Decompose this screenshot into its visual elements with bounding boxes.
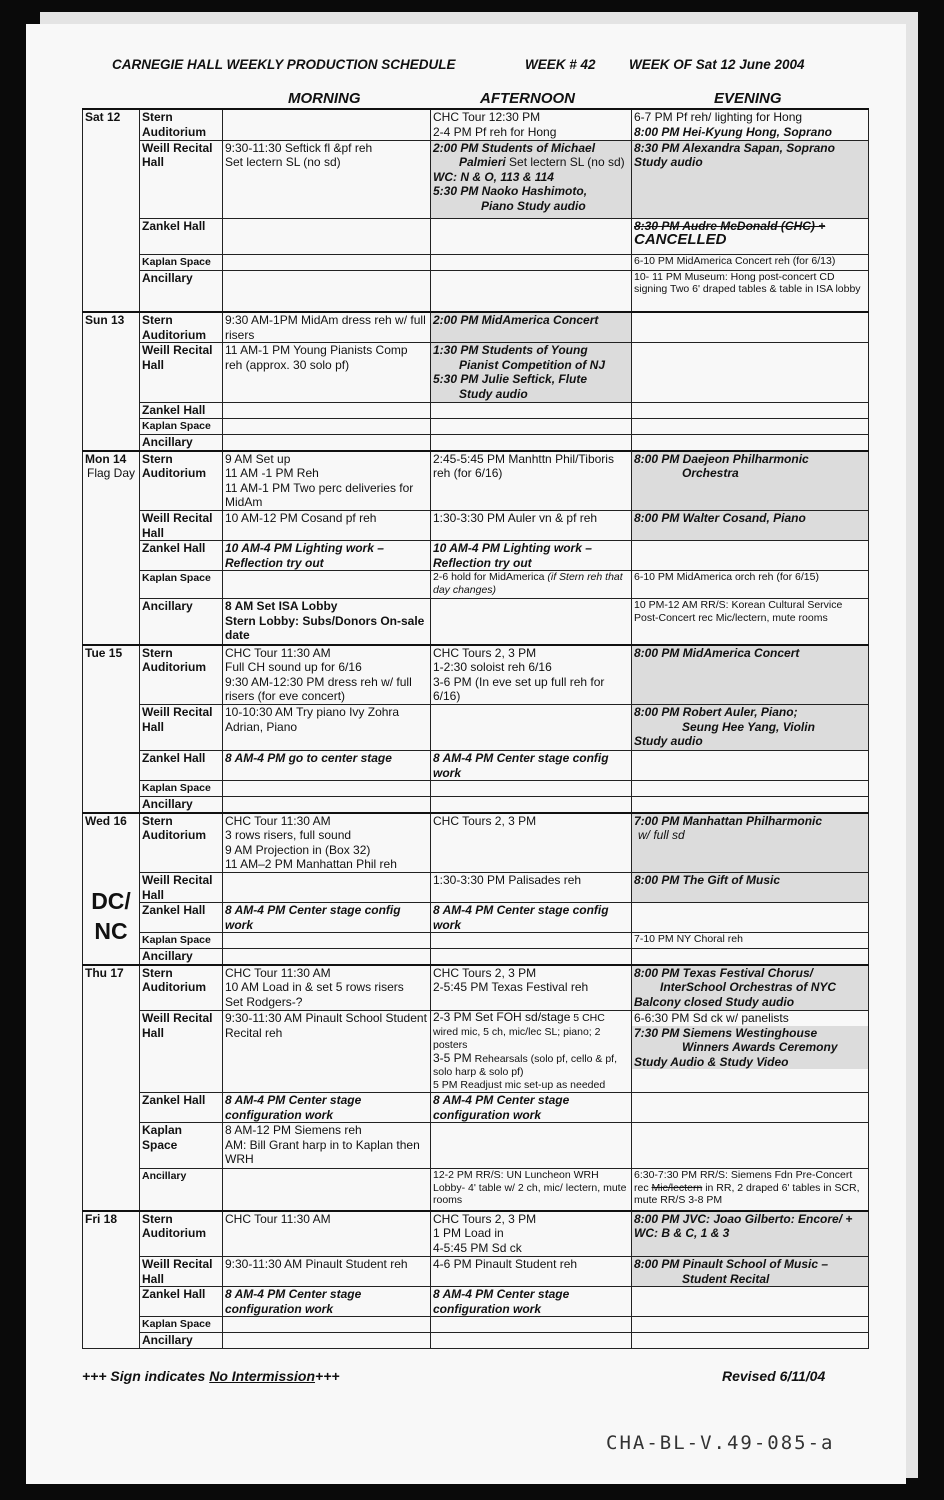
schedule-cell: 6-6:30 PM Sd ck w/ panelists 7:30 PM Siemens Westinghouse Winners Awards Ceremony Study Audio & Study Video	[632, 1011, 869, 1093]
schedule-cell	[632, 949, 869, 965]
column-header-afternoon: AFTERNOON	[480, 90, 575, 107]
schedule-cell: 8 AM-4 PM Center stage configuration work	[223, 1287, 431, 1317]
venue-label: Zankel Hall	[140, 903, 223, 933]
table-row	[83, 1211, 869, 1257]
day-label: Sun 13	[83, 312, 140, 451]
table-row	[83, 571, 869, 599]
table-row	[83, 1123, 869, 1169]
day-label: Fri 18	[83, 1211, 140, 1349]
footer-note: +++ Sign indicates No Intermission+++	[82, 1368, 340, 1384]
schedule-cell: 4-6 PM Pinault Student reh	[431, 1257, 632, 1287]
schedule-cell: 8:00 PM Walter Cosand, Piano	[632, 511, 869, 541]
schedule-cell: 6-10 PM MidAmerica orch reh (for 6/15)	[632, 571, 869, 599]
table-row	[83, 873, 869, 903]
schedule-cell	[431, 949, 632, 965]
schedule-cell	[431, 781, 632, 797]
schedule-cell: 8:30 PM Audre McDonald (CHC) + CANCELLED	[632, 218, 869, 254]
schedule-cell	[632, 797, 869, 813]
schedule-cell: 8 AM-4 PM go to center stage	[223, 751, 431, 781]
schedule-cell: CHC Tour 11:30 AM Full CH sound up for 6/16 9:30 AM-12:30 PM dress reh w/ full risers (for eve concert)	[223, 645, 431, 705]
schedule-cell: 2:45-5:45 PM Manhttn Phil/Tiboris reh (for 6/16)	[431, 451, 632, 511]
schedule-cell	[632, 419, 869, 435]
schedule-cell	[431, 403, 632, 419]
venue-label: Ancillary	[140, 270, 223, 312]
table-row	[83, 1169, 869, 1211]
venue-label: Stern Auditorium	[140, 645, 223, 705]
venue-label: Stern Auditorium	[140, 451, 223, 511]
schedule-cell: 9:30 AM-1PM MidAm dress reh w/ full risers	[223, 312, 431, 343]
venue-label: Kaplan Space	[140, 1317, 223, 1333]
schedule-cell: 10 AM-4 PM Lighting work – Reflection try out	[223, 541, 431, 571]
venue-label: Zankel Hall	[140, 403, 223, 419]
schedule-cell	[632, 903, 869, 933]
venue-label: Ancillary	[140, 1333, 223, 1349]
venue-label: Kaplan Space	[140, 933, 223, 949]
schedule-cell: CHC Tour 11:30 AM 3 rows risers, full sound 9 AM Projection in (Box 32) 11 AM–2 PM Manhattan Phil reh	[223, 813, 431, 873]
table-row	[83, 1317, 869, 1333]
schedule-cell: 8 AM-12 PM Siemens reh AM: Bill Grant harp in to Kaplan then WRH	[223, 1123, 431, 1169]
table-row	[83, 541, 869, 571]
venue-label: Weill Recital Hall	[140, 140, 223, 218]
schedule-cell	[431, 1123, 632, 1169]
schedule-cell: 8 AM-4 PM Center stage configuration work	[431, 1287, 632, 1317]
schedule-cell: 8:00 PM JVC: Joao Gilberto: Encore/ + WC: B & C, 1 & 3	[632, 1211, 869, 1257]
dc-nc-mark: DC/ NC	[91, 888, 131, 944]
schedule-cell: CHC Tour 12:30 PM 2-4 PM Pf reh for Hong	[431, 109, 632, 140]
week-number: WEEK # 42	[525, 57, 596, 72]
schedule-cell	[223, 873, 431, 903]
venue-label: Stern Auditorium	[140, 1211, 223, 1257]
venue-label: Stern Auditorium	[140, 813, 223, 873]
venue-label: Ancillary	[140, 949, 223, 965]
table-row	[83, 1011, 869, 1093]
day-label: Wed 16	[83, 813, 140, 965]
schedule-cell	[431, 1317, 632, 1333]
schedule-cell: 9 AM Set up 11 AM -1 PM Reh 11 AM-1 PM Two perc deliveries for MidAm	[223, 451, 431, 511]
schedule-cell: CHC Tour 11:30 AM	[223, 1211, 431, 1257]
venue-label: Weill Recital Hall	[140, 511, 223, 541]
day-label: Tue 15	[83, 645, 140, 813]
schedule-cell	[223, 109, 431, 140]
schedule-cell	[632, 1093, 869, 1123]
schedule-cell: 1:30 PM Students of Young Pianist Competition of NJ 5:30 PM Julie Seftick, Flute Study audio	[431, 343, 632, 403]
venue-label: Kaplan Space	[140, 1123, 223, 1169]
schedule-cell: 9:30-11:30 AM Pinault School Student Recital reh	[223, 1011, 431, 1093]
schedule-cell	[431, 218, 632, 254]
schedule-cell: 1:30-3:30 PM Palisades reh	[431, 873, 632, 903]
venue-label: Ancillary	[140, 1169, 223, 1211]
schedule-cell: 8:00 PM Robert Auler, Piano; Seung Hee Yang, Violin Study audio	[632, 705, 869, 751]
schedule-cell: 2-3 PM Set FOH sd/stage 5 CHC wired mic, 5 ch, mic/lec SL; piano; 2 posters 3-5 PM Rehearsals (solo pf, cello & pf, solo harp & solo pf) 5 PM Readjust mic set-up as needed	[431, 1011, 632, 1093]
table-row	[83, 599, 869, 645]
schedule-cell	[632, 781, 869, 797]
table-row	[83, 751, 869, 781]
table-row	[83, 949, 869, 965]
schedule-cell: 8:00 PM Texas Festival Chorus/ InterSchool Orchestras of NYC Balcony closed Study audio	[632, 965, 869, 1011]
column-header-morning: MORNING	[288, 90, 361, 107]
venue-label: Zankel Hall	[140, 218, 223, 254]
table-row	[83, 140, 869, 218]
venue-label: Kaplan Space	[140, 254, 223, 270]
schedule-title: CARNEGIE HALL WEEKLY PRODUCTION SCHEDULE	[112, 57, 456, 72]
table-row	[83, 419, 869, 435]
schedule-cell: 10-10:30 AM Try piano Ivy Zohra Adrian, Piano	[223, 705, 431, 751]
schedule-cell: 1:30-3:30 PM Auler vn & pf reh	[431, 511, 632, 541]
week-of: WEEK OF Sat 12 June 2004	[629, 57, 805, 72]
schedule-cell: 8 AM-4 PM Center stage config work	[223, 903, 431, 933]
schedule-cell: 2:00 PM Students of Michael Palmieri Set lectern SL (no sd) WC: N & O, 113 & 114 5:30 PM Naoko Hashimoto, Piano Study audio	[431, 140, 632, 218]
schedule-cell: 10 AM-12 PM Cosand pf reh	[223, 511, 431, 541]
schedule-cell	[223, 254, 431, 270]
schedule-cell: 11 AM-1 PM Young Pianists Comp reh (approx. 30 solo pf)	[223, 343, 431, 403]
table-row	[83, 1257, 869, 1287]
schedule-cell: 6-10 PM MidAmerica Concert reh (for 6/13)	[632, 254, 869, 270]
schedule-cell	[223, 933, 431, 949]
schedule-cell: 10 PM-12 AM RR/S: Korean Cultural Service Post-Concert rec Mic/lectern, mute rooms	[632, 599, 869, 645]
schedule-cell: 8:30 PM Alexandra Sapan, Soprano Study audio	[632, 140, 869, 218]
schedule-cell	[632, 1287, 869, 1317]
venue-label: Stern Auditorium	[140, 965, 223, 1011]
schedule-cell: 6-7 PM Pf reh/ lighting for Hong 8:00 PM Hei-Kyung Hong, Soprano	[632, 109, 869, 140]
revised-date: Revised 6/11/04	[722, 1368, 826, 1384]
schedule-cell	[632, 403, 869, 419]
table-row	[83, 1287, 869, 1317]
schedule-cell	[431, 419, 632, 435]
table-row	[83, 1093, 869, 1123]
schedule-cell: 9:30-11:30 AM Pinault Student reh	[223, 1257, 431, 1287]
schedule-cell	[223, 1169, 431, 1211]
column-header-evening: EVENING	[714, 90, 782, 107]
schedule-cell	[431, 933, 632, 949]
schedule-cell: CHC Tours 2, 3 PM 2-5:45 PM Texas Festival reh	[431, 965, 632, 1011]
handwritten-id: CHA-BL-V.49-085-a	[606, 1432, 835, 1454]
schedule-cell	[431, 1333, 632, 1349]
table-row	[83, 435, 869, 451]
schedule-cell	[431, 435, 632, 451]
venue-label: Zankel Hall	[140, 1287, 223, 1317]
schedule-cell: 2:00 PM MidAmerica Concert	[431, 312, 632, 343]
table-row	[83, 965, 869, 1011]
venue-label: Kaplan Space	[140, 571, 223, 599]
schedule-cell: 8 AM-4 PM Center stage config work	[431, 903, 632, 933]
day-label: Thu 17	[83, 965, 140, 1211]
venue-label: Weill Recital Hall	[140, 343, 223, 403]
venue-label: Stern Auditorium	[140, 312, 223, 343]
schedule-cell	[223, 218, 431, 254]
venue-label: Ancillary	[140, 435, 223, 451]
table-row	[83, 343, 869, 403]
schedule-cell	[223, 571, 431, 599]
schedule-cell	[632, 751, 869, 781]
schedule-cell: 10 AM-4 PM Lighting work – Reflection try out	[431, 541, 632, 571]
schedule-cell: 8:00 PM Daejeon Philharmonic Orchestra	[632, 451, 869, 511]
venue-label: Weill Recital Hall	[140, 873, 223, 903]
schedule-cell	[632, 343, 869, 403]
schedule-cell: 2-6 hold for MidAmerica (if Stern reh that day changes)	[431, 571, 632, 599]
table-row	[83, 218, 869, 254]
schedule-cell	[431, 254, 632, 270]
schedule-cell: 8:00 PM MidAmerica Concert	[632, 645, 869, 705]
day-label: Mon 14 Flag Day	[83, 451, 140, 645]
schedule-cell: 8 AM-4 PM Center stage configuration work	[431, 1093, 632, 1123]
table-row	[83, 797, 869, 813]
venue-label: Stern Auditorium	[140, 109, 223, 140]
schedule-cell	[223, 1317, 431, 1333]
schedule-cell: 8 AM-4 PM Center stage config work	[431, 751, 632, 781]
day-label: Sat 12	[83, 109, 140, 312]
schedule-cell: 12-2 PM RR/S: UN Luncheon WRH Lobby- 4' table w/ 2 ch, mic/ lectern, mute rooms	[431, 1169, 632, 1211]
venue-label: Weill Recital Hall	[140, 1257, 223, 1287]
venue-label: Ancillary	[140, 797, 223, 813]
table-row	[83, 451, 869, 511]
schedule-cell	[223, 403, 431, 419]
schedule-cell	[632, 1123, 869, 1169]
schedule-cell: 8 AM-4 PM Center stage configuration work	[223, 1093, 431, 1123]
venue-label: Zankel Hall	[140, 1093, 223, 1123]
schedule-cell	[223, 419, 431, 435]
venue-label: Zankel Hall	[140, 751, 223, 781]
schedule-cell	[632, 1333, 869, 1349]
schedule-cell: 10- 11 PM Museum: Hong post-concert CD signing Two 6' draped tables & table in ISA lobby	[632, 270, 869, 312]
schedule-cell	[431, 705, 632, 751]
schedule-cell: CHC Tours 2, 3 PM 1 PM Load in 4-5:45 PM Sd ck	[431, 1211, 632, 1257]
table-row	[83, 813, 869, 873]
table-row	[83, 1333, 869, 1349]
table-row	[83, 933, 869, 949]
schedule-cell: 7-10 PM NY Choral reh	[632, 933, 869, 949]
table-row	[83, 645, 869, 705]
venue-label: Kaplan Space	[140, 419, 223, 435]
schedule-cell	[223, 781, 431, 797]
schedule-cell	[223, 1333, 431, 1349]
venue-label: Weill Recital Hall	[140, 705, 223, 751]
schedule-cell	[223, 949, 431, 965]
schedule-cell: CHC Tours 2, 3 PM 1-2:30 soloist reh 6/16 3-6 PM (In eve set up full reh for 6/16)	[431, 645, 632, 705]
schedule-cell	[223, 435, 431, 451]
table-row	[83, 403, 869, 419]
schedule-cell: 7:00 PM Manhattan Philharmonic w/ full sd	[632, 813, 869, 873]
schedule-cell: CHC Tour 11:30 AM 10 AM Load in & set 5 rows risers Set Rodgers-?	[223, 965, 431, 1011]
schedule-cell: CHC Tours 2, 3 PM	[431, 813, 632, 873]
schedule-cell	[632, 312, 869, 343]
venue-label: Zankel Hall	[140, 541, 223, 571]
schedule-cell: 8 AM Set ISA Lobby Stern Lobby: Subs/Donors On-sale date	[223, 599, 431, 645]
schedule-cell	[632, 1317, 869, 1333]
table-row	[83, 109, 869, 140]
table-row	[83, 781, 869, 797]
schedule-cell	[431, 797, 632, 813]
schedule-cell	[632, 541, 869, 571]
schedule-cell	[632, 435, 869, 451]
schedule-cell: 8:00 PM Pinault School of Music – Student Recital	[632, 1257, 869, 1287]
schedule-cell: 6:30-7:30 PM RR/S: Siemens Fdn Pre-Concert rec Mic/lectern in RR, 2 draped 6' tables in SCR, mute RR/S 3-8 PM	[632, 1169, 869, 1211]
schedule-cell	[431, 270, 632, 312]
table-row	[83, 312, 869, 343]
table-row	[83, 511, 869, 541]
schedule-table	[82, 108, 869, 1349]
venue-label: Kaplan Space	[140, 781, 223, 797]
table-row	[83, 254, 869, 270]
venue-label: Ancillary	[140, 599, 223, 645]
schedule-cell: 9:30-11:30 Seftick fl &pf reh Set lectern SL (no sd)	[223, 140, 431, 218]
schedule-cell: 8:00 PM The Gift of Music	[632, 873, 869, 903]
schedule-cell	[223, 270, 431, 312]
table-row	[83, 903, 869, 933]
venue-label: Weill Recital Hall	[140, 1011, 223, 1093]
table-row	[83, 270, 869, 312]
schedule-cell	[223, 797, 431, 813]
table-row	[83, 705, 869, 751]
schedule-cell	[431, 599, 632, 645]
